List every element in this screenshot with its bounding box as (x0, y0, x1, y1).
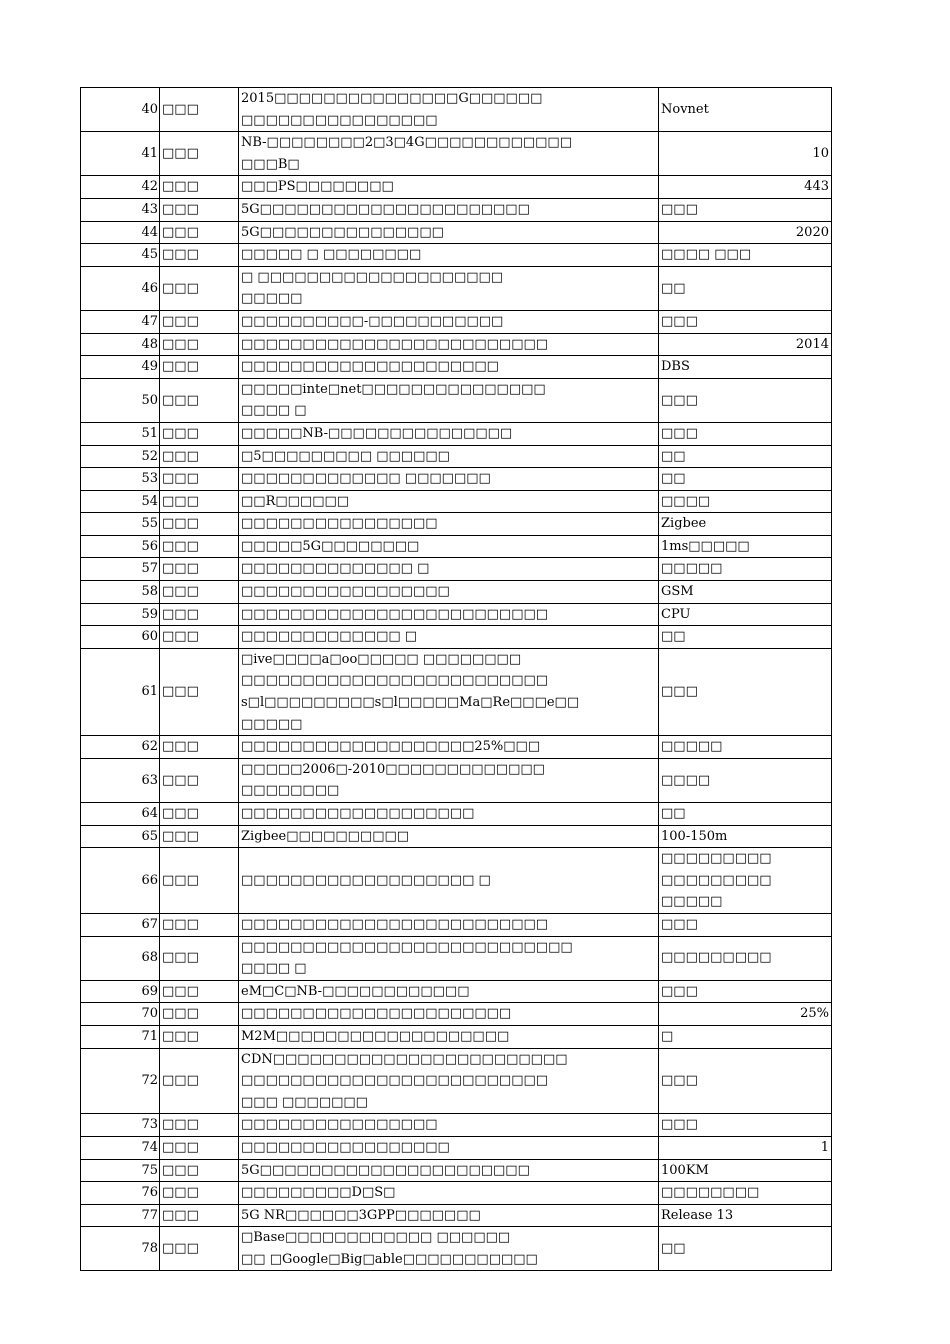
question-type: □□□ (160, 333, 239, 356)
question-type: □□□ (160, 310, 239, 333)
answer-text: 10 (659, 132, 832, 176)
question-text: □□□□□□□□□□□□□□□□□□□□□□□□□ (239, 603, 659, 626)
table-row (81, 132, 832, 176)
table-row (81, 422, 832, 445)
question-type: □□□ (160, 913, 239, 936)
row-number: 71 (81, 1025, 160, 1048)
table-row (81, 603, 832, 626)
row-number: 42 (81, 176, 160, 199)
question-type: □□□ (160, 848, 239, 914)
row-number: 78 (81, 1227, 160, 1271)
table-row (81, 1003, 832, 1026)
question-text: □□□□□□□□□□□□□ □ (239, 626, 659, 649)
question-text: □□□□□□□□□□□□□□□□□ (239, 1136, 659, 1159)
question-text: □□□□□□□□□□□□□□□□ (239, 513, 659, 536)
table-row (81, 88, 832, 132)
question-type: □□□ (160, 132, 239, 176)
row-number: 49 (81, 356, 160, 379)
table-row (81, 913, 832, 936)
table-row (81, 356, 832, 379)
table-row (81, 535, 832, 558)
answer-text: 100KM (659, 1159, 832, 1182)
table-row (81, 1114, 832, 1137)
question-type: □□□ (160, 445, 239, 468)
table-row (81, 825, 832, 848)
question-text: □□□□□□□□□□□□□ □□□□□□□ (239, 468, 659, 491)
table-row (81, 581, 832, 604)
answer-text: □□□□□ (659, 558, 832, 581)
answer-text: DBS (659, 356, 832, 379)
row-number: 70 (81, 1003, 160, 1026)
table-row (81, 468, 832, 491)
answer-text: □□□□□□□□□ □□□□□□□□□ □□□□□ (659, 848, 832, 914)
row-number: 46 (81, 266, 160, 310)
answer-text: Novnet (659, 88, 832, 132)
question-text: □□□□□□□□□□□□□□□□□□□25%□□□ (239, 736, 659, 759)
row-number: 72 (81, 1048, 160, 1114)
answer-text: □□□□ (659, 490, 832, 513)
table-row (81, 244, 832, 267)
row-number: 40 (81, 88, 160, 132)
question-text: □□□□□□□□□□□□□□□□□□□□□□ (239, 1003, 659, 1026)
answer-text: □□ (659, 468, 832, 491)
question-text: Zigbee□□□□□□□□□□ (239, 825, 659, 848)
answer-text: Release 13 (659, 1204, 832, 1227)
answer-text: □□□ (659, 648, 832, 735)
row-number: 51 (81, 422, 160, 445)
table-row (81, 176, 832, 199)
row-number: 68 (81, 936, 160, 980)
table-row (81, 1159, 832, 1182)
question-type: □□□ (160, 936, 239, 980)
row-number: 75 (81, 1159, 160, 1182)
question-type: □□□ (160, 758, 239, 802)
question-type: □□□ (160, 490, 239, 513)
answer-text: □□□ (659, 980, 832, 1003)
table-row (81, 758, 832, 802)
question-type: □□□ (160, 1182, 239, 1205)
question-text: eM□C□NB-□□□□□□□□□□□□ (239, 980, 659, 1003)
row-number: 44 (81, 221, 160, 244)
question-type: □□□ (160, 736, 239, 759)
table-row (81, 221, 832, 244)
answer-text: □□□ (659, 422, 832, 445)
answer-text: □□□□ □□□ (659, 244, 832, 267)
answer-text: CPU (659, 603, 832, 626)
question-text: □□□□□□□□□□□□□□□□ (239, 1114, 659, 1137)
question-type: □□□ (160, 558, 239, 581)
question-text: □□□□□ □ □□□□□□□□ (239, 244, 659, 267)
question-type: □□□ (160, 1227, 239, 1271)
table-row (81, 1025, 832, 1048)
question-text: □□□□□□□□□□□□□□□□□ (239, 581, 659, 604)
table-row (81, 1227, 832, 1271)
question-type: □□□ (160, 581, 239, 604)
table-row (81, 333, 832, 356)
row-number: 59 (81, 603, 160, 626)
question-text: □□R□□□□□□ (239, 490, 659, 513)
row-number: 67 (81, 913, 160, 936)
row-number: 73 (81, 1114, 160, 1137)
question-text: □□□□□□□□□□-□□□□□□□□□□□ (239, 310, 659, 333)
table-row (81, 980, 832, 1003)
question-type: □□□ (160, 198, 239, 221)
question-text: □□□□□NB-□□□□□□□□□□□□□□□ (239, 422, 659, 445)
answer-text: □□□ (659, 913, 832, 936)
row-number: 66 (81, 848, 160, 914)
row-number: 74 (81, 1136, 160, 1159)
question-text: 5G□□□□□□□□□□□□□□□ (239, 221, 659, 244)
question-text: M2M□□□□□□□□□□□□□□□□□□□ (239, 1025, 659, 1048)
question-text: NB-□□□□□□□□2□3□4G□□□□□□□□□□□□ □□□B□ (239, 132, 659, 176)
row-number: 50 (81, 378, 160, 422)
answer-text: □□□ (659, 198, 832, 221)
question-text: □□□□□5G□□□□□□□□ (239, 535, 659, 558)
answer-text: □□□□□□□□□ (659, 936, 832, 980)
row-number: 48 (81, 333, 160, 356)
row-number: 58 (81, 581, 160, 604)
answer-text: □□□ (659, 1048, 832, 1114)
question-type: □□□ (160, 825, 239, 848)
question-type: □□□ (160, 603, 239, 626)
question-type: □□□ (160, 803, 239, 826)
answer-text: □□ (659, 1227, 832, 1271)
row-number: 55 (81, 513, 160, 536)
table-row (81, 558, 832, 581)
question-type: □□□ (160, 648, 239, 735)
question-type: □□□ (160, 513, 239, 536)
question-type: □□□ (160, 535, 239, 558)
table-row (81, 648, 832, 735)
table-row (81, 490, 832, 513)
table-row (81, 378, 832, 422)
table-row (81, 803, 832, 826)
question-text: 5G□□□□□□□□□□□□□□□□□□□□□□ (239, 1159, 659, 1182)
question-type: □□□ (160, 1204, 239, 1227)
row-number: 62 (81, 736, 160, 759)
question-text: □□□□□□□□□D□S□ (239, 1182, 659, 1205)
answer-text: 100-150m (659, 825, 832, 848)
question-text: □□□□□□□□□□□□□□ □ (239, 558, 659, 581)
row-number: 45 (81, 244, 160, 267)
row-number: 64 (81, 803, 160, 826)
table-row (81, 626, 832, 649)
answer-text: 443 (659, 176, 832, 199)
question-text: □Base□□□□□□□□□□□□ □□□□□□ □□ □Google□Big□able□□□□□□□□□□□ (239, 1227, 659, 1271)
question-type: □□□ (160, 980, 239, 1003)
answer-text: 2020 (659, 221, 832, 244)
answer-text: □□ (659, 626, 832, 649)
question-text: 2015□□□□□□□□□□□□□□□G□□□□□□ □□□□□□□□□□□□□□□□ (239, 88, 659, 132)
table-row (81, 445, 832, 468)
question-text: □□□□□□□□□□□□□□□□□□□ □ (239, 848, 659, 914)
question-type: □□□ (160, 356, 239, 379)
question-text: □□□□□□□□□□□□□□□□□□□□□□□□□ (239, 333, 659, 356)
question-text: □□□□□inte□net□□□□□□□□□□□□□□□ □□□□ □ (239, 378, 659, 422)
answer-text: 2014 (659, 333, 832, 356)
question-text: □□□□□□□□□□□□□□□□□□□□□ (239, 356, 659, 379)
answer-text: □□□□ (659, 758, 832, 802)
answer-text: □ (659, 1025, 832, 1048)
question-type: □□□ (160, 221, 239, 244)
table-row (81, 936, 832, 980)
question-type: □□□ (160, 1136, 239, 1159)
question-text: 5G□□□□□□□□□□□□□□□□□□□□□□ (239, 198, 659, 221)
answer-text: □□□ (659, 378, 832, 422)
row-number: 57 (81, 558, 160, 581)
answer-text: □□ (659, 266, 832, 310)
question-text: □□□□□□□□□□□□□□□□□□□□□□□□□□□ □□□□ □ (239, 936, 659, 980)
question-type: □□□ (160, 176, 239, 199)
row-number: 41 (81, 132, 160, 176)
row-number: 61 (81, 648, 160, 735)
row-number: 63 (81, 758, 160, 802)
question-type: □□□ (160, 88, 239, 132)
table-row (81, 848, 832, 914)
row-number: 69 (81, 980, 160, 1003)
question-type: □□□ (160, 1003, 239, 1026)
answer-text: 25% (659, 1003, 832, 1026)
question-table (80, 87, 832, 1271)
answer-text: □□ (659, 445, 832, 468)
table-row (81, 1182, 832, 1205)
question-text: □5□□□□□□□□□ □□□□□□ (239, 445, 659, 468)
question-text: □□□□□□□□□□□□□□□□□□□ (239, 803, 659, 826)
table-row (81, 736, 832, 759)
row-number: 60 (81, 626, 160, 649)
question-table-body (81, 88, 832, 1271)
question-type: □□□ (160, 378, 239, 422)
question-text: □□□□□2006□-2010□□□□□□□□□□□□□ □□□□□□□□ (239, 758, 659, 802)
answer-text: □□□ (659, 1114, 832, 1137)
question-type: □□□ (160, 1114, 239, 1137)
row-number: 65 (81, 825, 160, 848)
table-row (81, 1204, 832, 1227)
question-text: CDN□□□□□□□□□□□□□□□□□□□□□□□□ □□□□□□□□□□□□□□□□□□□□□□□□□ □□□ □□□□□□□ (239, 1048, 659, 1114)
question-type: □□□ (160, 1048, 239, 1114)
table-row (81, 1048, 832, 1114)
row-number: 53 (81, 468, 160, 491)
answer-text: □□□ (659, 310, 832, 333)
table-row (81, 310, 832, 333)
row-number: 56 (81, 535, 160, 558)
question-type: □□□ (160, 468, 239, 491)
row-number: 52 (81, 445, 160, 468)
answer-text: □□□□□ (659, 736, 832, 759)
row-number: 43 (81, 198, 160, 221)
answer-text: □□□□□□□□ (659, 1182, 832, 1205)
table-row (81, 198, 832, 221)
answer-text: □□ (659, 803, 832, 826)
question-text: □ □□□□□□□□□□□□□□□□□□□□ □□□□□ (239, 266, 659, 310)
question-type: □□□ (160, 1159, 239, 1182)
table-row (81, 513, 832, 536)
question-text: □□□□□□□□□□□□□□□□□□□□□□□□□ (239, 913, 659, 936)
question-type: □□□ (160, 244, 239, 267)
row-number: 47 (81, 310, 160, 333)
question-type: □□□ (160, 626, 239, 649)
row-number: 54 (81, 490, 160, 513)
question-type: □□□ (160, 1025, 239, 1048)
question-type: □□□ (160, 266, 239, 310)
table-row (81, 266, 832, 310)
answer-text: 1ms□□□□□ (659, 535, 832, 558)
question-text: 5G NR□□□□□□3GPP□□□□□□□ (239, 1204, 659, 1227)
answer-text: Zigbee (659, 513, 832, 536)
table-row (81, 1136, 832, 1159)
row-number: 77 (81, 1204, 160, 1227)
answer-text: 1 (659, 1136, 832, 1159)
question-type: □□□ (160, 422, 239, 445)
question-text: □ive□□□□a□oo□□□□□ □□□□□□□□ □□□□□□□□□□□□□□□□□□□□□□□□□ s□l□□□□□□□□□s□l□□□□□Ma□Re□□□e□□ □□□□□ (239, 648, 659, 735)
answer-text: GSM (659, 581, 832, 604)
question-text: □□□PS□□□□□□□□ (239, 176, 659, 199)
row-number: 76 (81, 1182, 160, 1205)
